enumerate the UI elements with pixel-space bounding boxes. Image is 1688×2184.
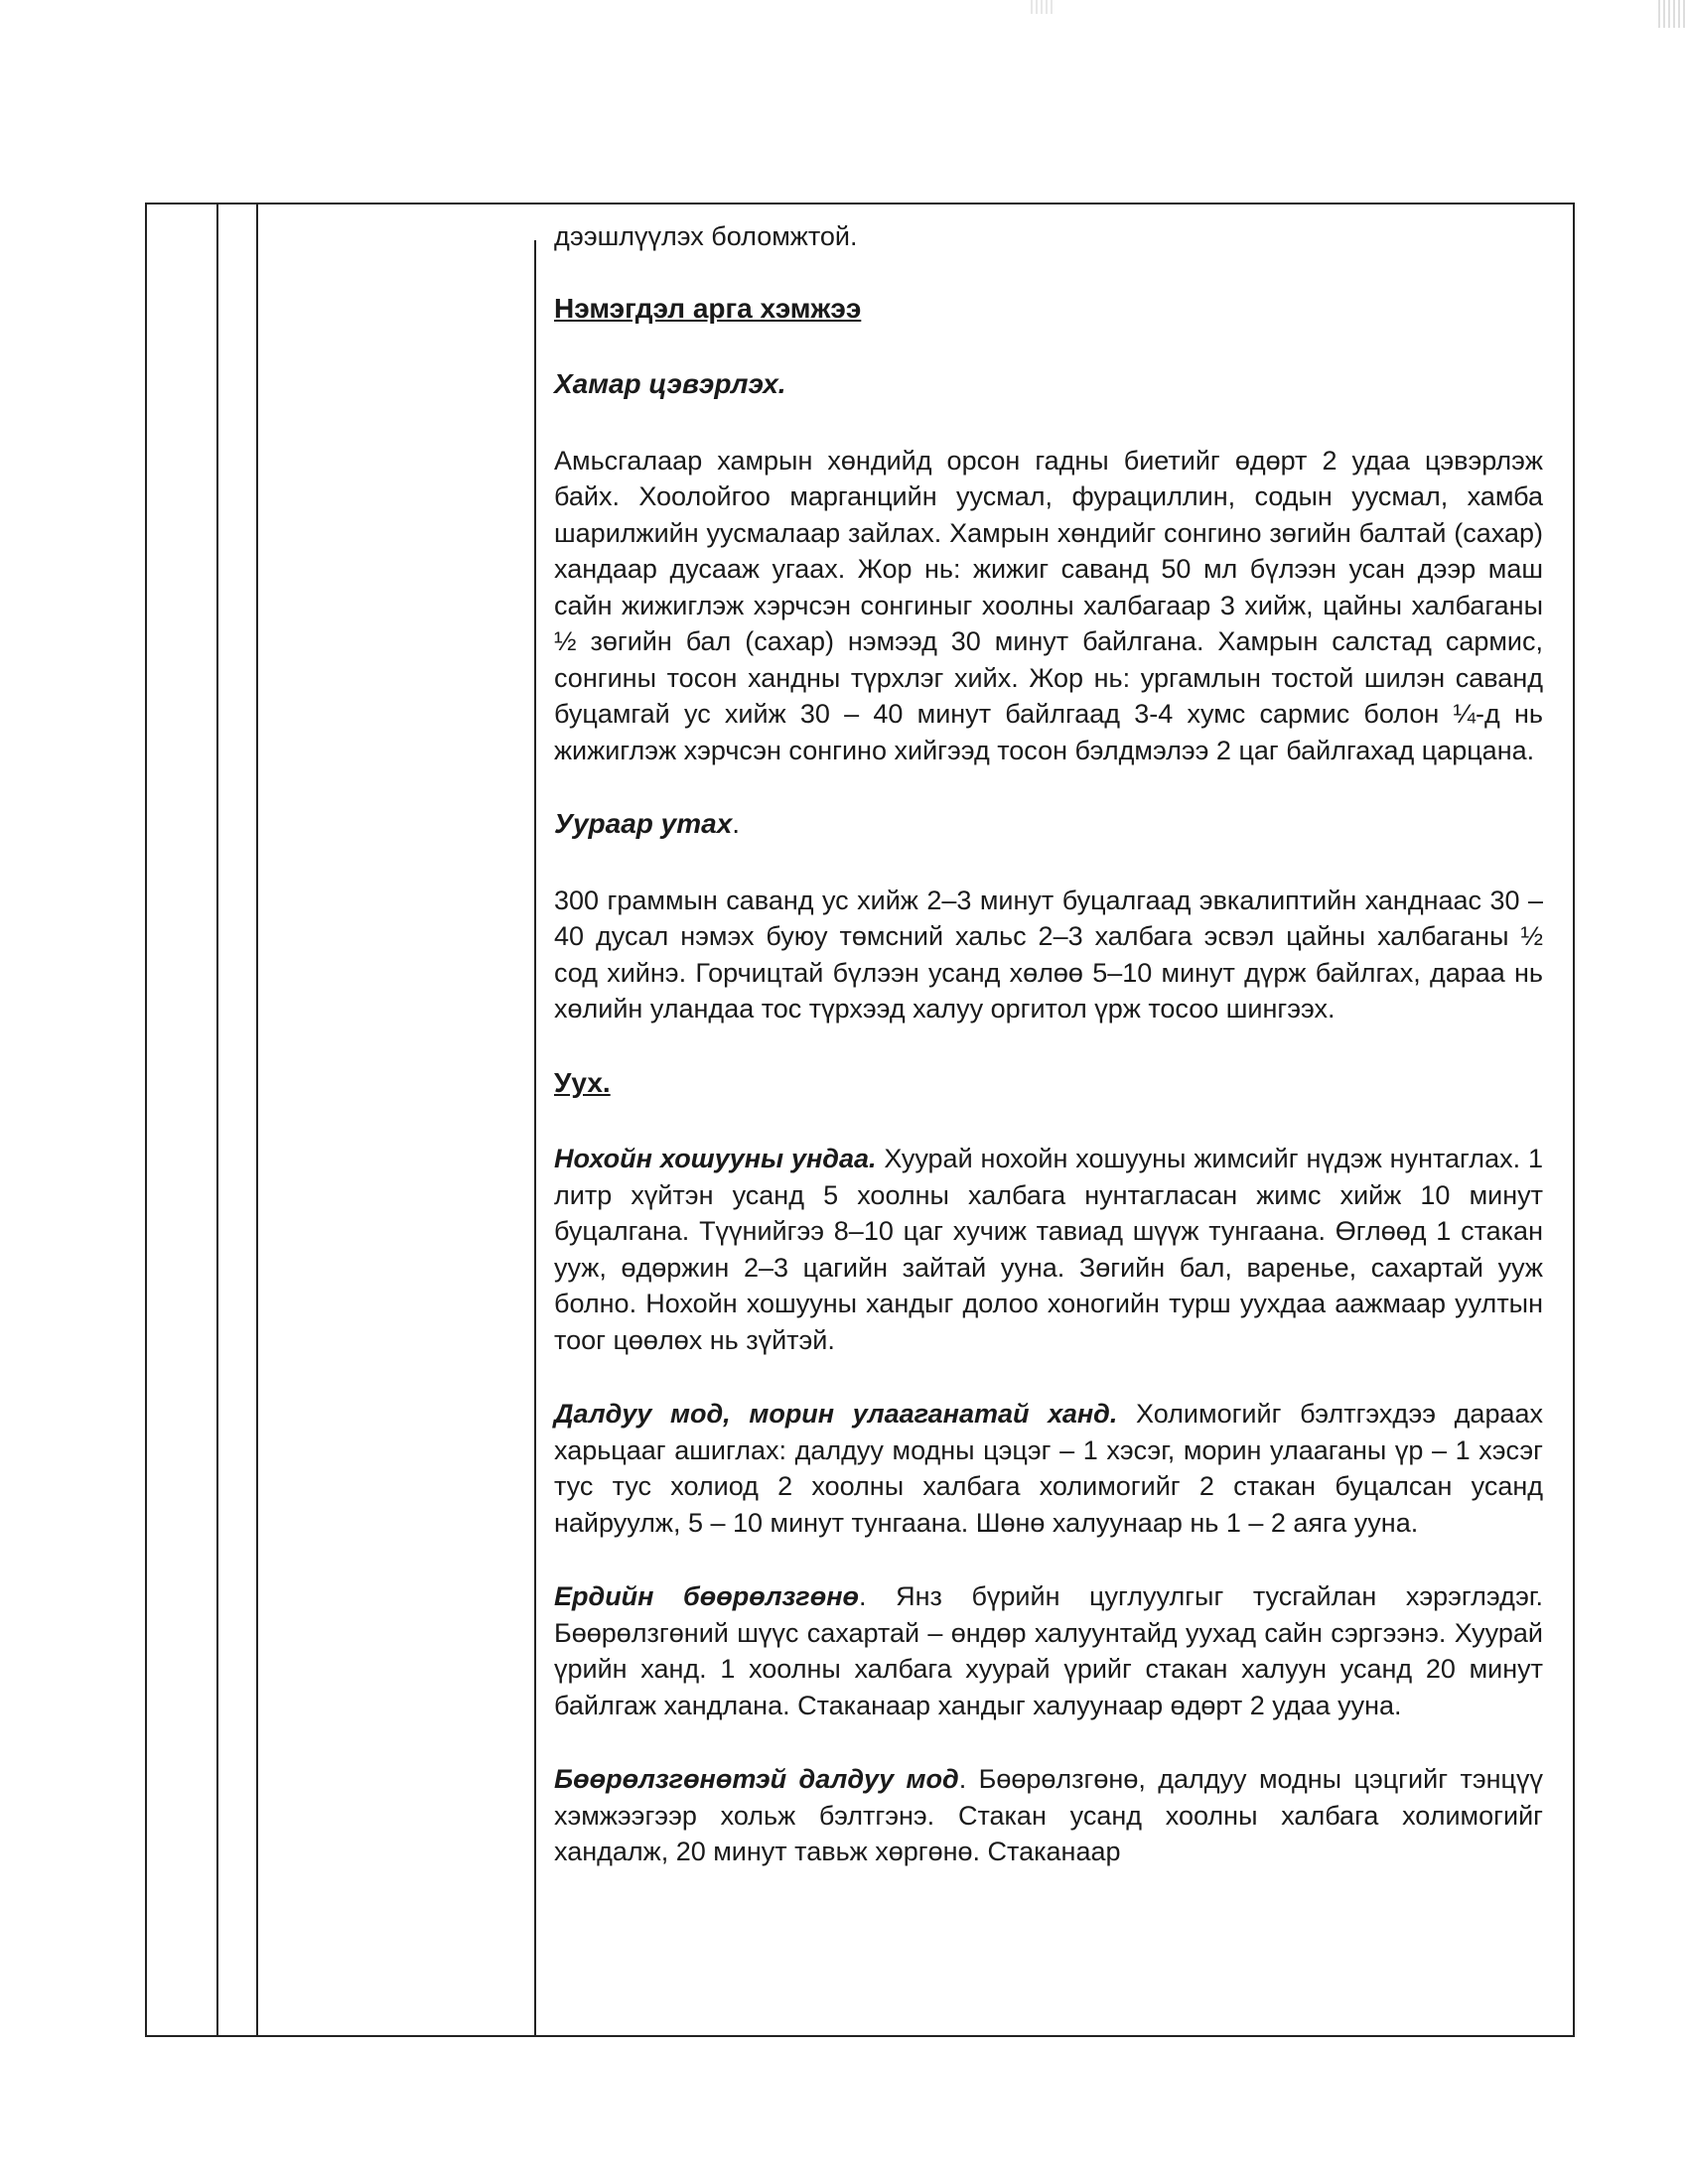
recipe-paragraph — [554, 1396, 1543, 1541]
scan-artifact — [1658, 0, 1688, 28]
recipe-paragraph — [554, 1578, 1543, 1723]
steam-inhalation-title: Уураар утах — [554, 808, 733, 839]
steam-inhalation-paragraph: 300 граммын саванд ус хийж 2–3 минут буцалгаад эвкалиптийн ханднаас 30 – 40 дусал нэмэх буюу төмсний хальс 2–3 халбага эсвэл цайны халбаганы ½ сод хийнэ. Горчицтай бүлээн усанд хөлөө 5–10 минут дүрж байлгах, дараа нь хөлийн уландаа тос түрхээд халуу оргитол үрж тосоо шингээх. — [554, 885, 1543, 1024]
steam-inhalation-title-suffix: . — [732, 808, 741, 839]
recipe-term: Бөөрөлзгөнөтэй далдуу мод — [554, 1764, 959, 1794]
table-column-divider — [216, 205, 218, 2035]
drink-heading: Уух. — [554, 1066, 611, 1098]
recipe-text: . Янз бүрийн цуглуулгыг тусгайлан хэрэглэдэг. Бөөрөлзгөний шүүс сахартай – өндөр халуунтайд уухад сайн сэргээнэ. Хуурай үрийн ханд. 1 хоолны халбага хуурай үрийг стакан халуун усанд 20 минут байлгаж хандлана. Стаканаар хандыг халуунаар өдөрт 2 удаа ууна. — [554, 1581, 1543, 1720]
recipe-paragraph — [554, 1141, 1543, 1358]
nose-cleaning-heading: Хамар цэвэрлэх. — [554, 368, 786, 399]
document-table — [145, 203, 1575, 2037]
recipe-text: Холимогийг бэлтгэхдээ дараах харьцааг ашиглах: далдуу модны цэцэг – 1 хэсэг, морин улааганы үр – 1 хэсэг тус тус холиод 2 хоолны халбага холимогийг 2 стакан буцалсан усанд найруулж, 5 – 10 минут тунгаана. Шөнө халуунаар нь 1 – 2 аяга ууна. — [554, 1399, 1543, 1538]
recipe-term: Ердийн бөөрөлзгөнө — [554, 1581, 860, 1611]
recipe-text: . Бөөрөлзгөнө, далдуу модны цэцгийг тэнцүү хэмжээгээр хольж бэлтгэнэ. Стакан усанд хоолны халбага холимогийг хандалж, 20 минут тавьж хөргөнө. Стаканаар — [554, 1764, 1544, 1866]
recipe-paragraph — [554, 1761, 1543, 1870]
continuation-text: дээшлүүлэх боломжтой. — [554, 221, 858, 251]
content-cell — [536, 205, 1555, 2035]
recipe-term: Далдуу мод, морин улааганатай ханд. — [554, 1399, 1118, 1429]
recipe-text: Хуурай нохойн хошууны жимсийг нүдэж нунтаглах. 1 литр хүйтэн усанд 5 хоолны халбага нунтагласан жимс хийж 10 минут буцалгана. Түүнийгээ 8–10 цаг хучиж тавиад шүүж тунгаана. Өглөөд 1 стакан ууж, өдөржин 2–3 цагийн зайтай ууна. Зөгийн бал, варенье, сахартай ууж болно. Нохойн хошууны хандыг долоо хоногийн турш уухдаа аажмаар уултын тоог цөөлөх нь зүйтэй. — [554, 1144, 1543, 1355]
nose-cleaning-paragraph: Амьсгалаар хамрын хөндийд орсон гадны биетийг өдөрт 2 удаа цэвэрлэж байх. Хоолойгоо марганцийн уусмал, фурациллин, содын уусмал, хамба шарилжийн уусмалаар зайлах. Хамрын хөндийг сонгино зөгийн балтай (сахар) хандаар дусааж угаах. Жор нь: жижиг саванд 50 мл бүлээн усан дээр маш сайн жижиглэж хэрчсэн сонгиныг хоолны халбагаар 3 хийж, цайны халбаганы ½ зөгийн бал (сахар) нэмээд 30 минут байлгана. Хамрын салстад сармис, сонгины тосон хандны түрхлэг хийх. Жор нь: ургамлын тостой шилэн саванд буцамгай ус хийж 30 – 40 минут байлгаад 3-4 хумс сармис болон ¼-д нь жижиглэж хэрчсэн сонгино хийгээд тосон бэлдмэлээ 2 цаг байлгахад царцана. — [554, 445, 1543, 765]
recipe-term: Нохойн хошууны ундаа. — [554, 1144, 877, 1173]
table-column-divider — [256, 205, 258, 2035]
section-heading: Нэмэгдэл арга хэмжээ — [554, 292, 862, 324]
scan-artifact — [1031, 0, 1053, 14]
steam-inhalation-heading — [554, 806, 1543, 843]
